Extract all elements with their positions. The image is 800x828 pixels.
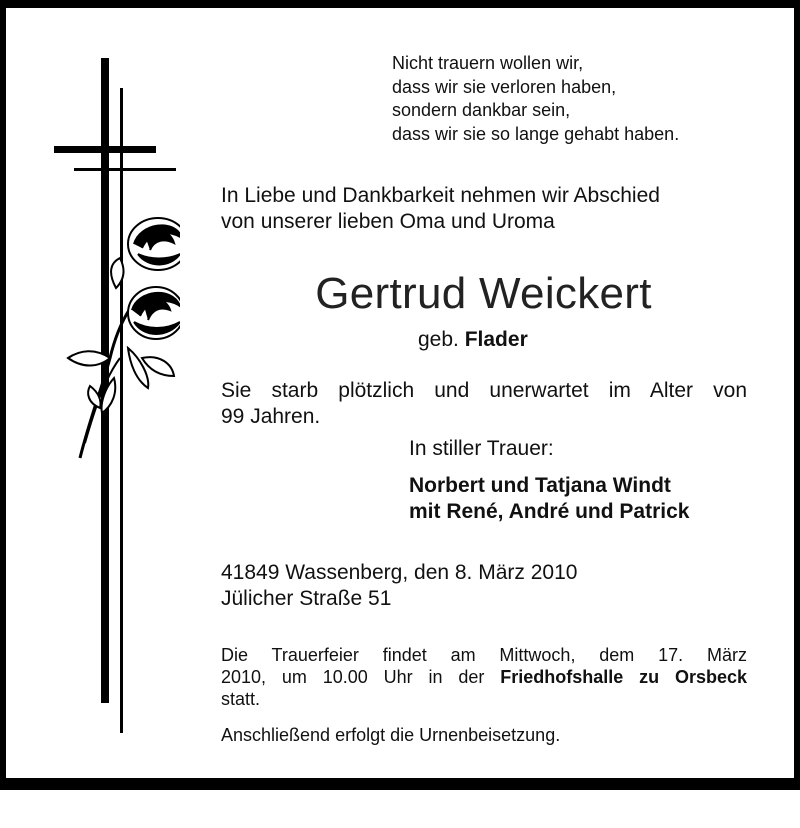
ceremony-line: Die Trauerfeier findet am Mittwoch, dem 17. März xyxy=(221,645,747,665)
ceremony-time: 2010, um 10.00 Uhr in der xyxy=(221,667,485,687)
intro-line: von unserer lieben Oma und Uroma xyxy=(221,210,555,233)
death-line: Sie starb plötzlich und unerwartet im Alter von xyxy=(221,379,747,402)
family-line: mit René, André und Patrick xyxy=(409,500,690,523)
farewell-intro xyxy=(221,183,660,235)
cross-with-roses-illustration xyxy=(50,58,180,738)
urn-burial-note: Anschließend erfolgt die Urnenbeisetzung. xyxy=(221,725,561,745)
maiden-name-line xyxy=(418,327,528,353)
intro-line: In Liebe und Dankbarkeit nehmen wir Abschied xyxy=(221,184,660,207)
place-date-address xyxy=(221,560,577,612)
poem-line: dass wir sie verloren haben, xyxy=(392,76,617,97)
place-date: 41849 Wassenberg, den 8. März 2010 xyxy=(221,561,578,584)
family-line: Norbert und Tatjana Windt xyxy=(409,474,671,497)
poem-line: sondern dankbar sein, xyxy=(392,100,571,120)
poem-line: Nicht trauern wollen wir, xyxy=(392,53,584,73)
deceased-name: Gertrud Weickert xyxy=(315,269,652,318)
death-statement xyxy=(221,378,747,430)
ceremony-line: statt. xyxy=(221,689,261,709)
mourning-label: In stiller Trauer: xyxy=(409,437,554,460)
mourning-family xyxy=(409,473,689,525)
born-prefix: geb. xyxy=(418,328,459,351)
poem-line: dass wir sie so lange gehabt haben. xyxy=(392,123,680,144)
ceremony-venue: Friedhofshalle zu Orsbeck xyxy=(500,667,747,687)
ceremony-line xyxy=(221,666,747,688)
death-line: 99 Jahren. xyxy=(221,405,321,428)
poem-verse xyxy=(392,52,679,146)
street-address: Jülicher Straße 51 xyxy=(221,587,392,610)
funeral-ceremony-info xyxy=(221,644,747,710)
maiden-name: Flader xyxy=(464,328,528,351)
rose-icon xyxy=(68,218,180,458)
